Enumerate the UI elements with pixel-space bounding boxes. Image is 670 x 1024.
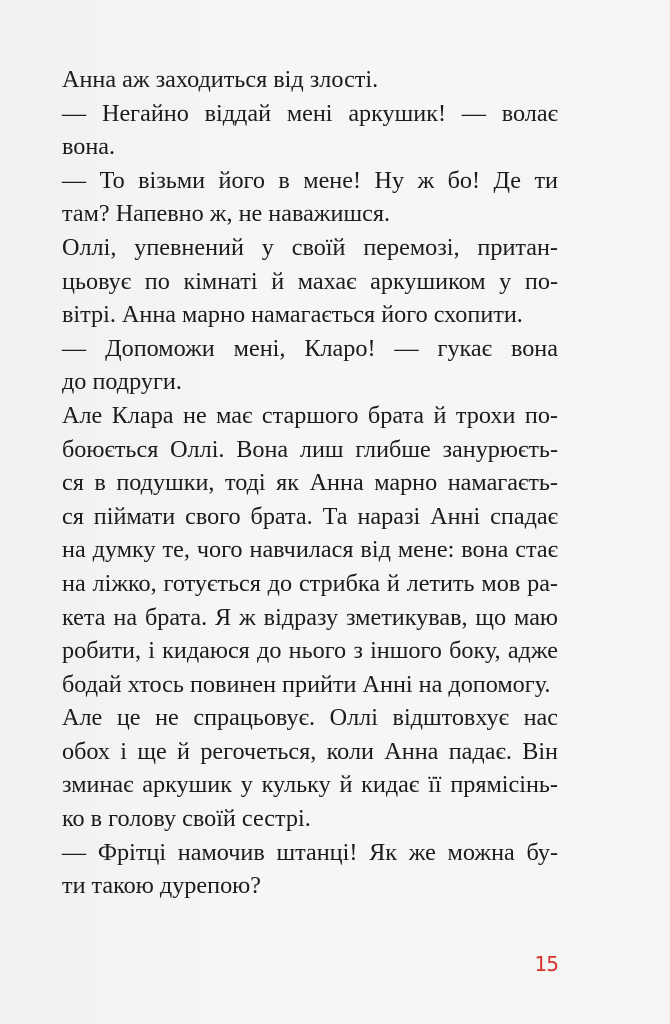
text-line: там? Напевно ж, не наважишся.	[62, 200, 390, 228]
text-line: ся в подушки, тоді як Анна марно намагаєть-	[62, 469, 558, 497]
text-line: — Негайно віддай мені аркушик! — волає	[62, 99, 558, 127]
paragraph-8	[62, 836, 558, 903]
text-line: обох і ще й регочеться, коли Анна падає. Він	[62, 737, 558, 765]
text-line: ти такою дурепою?	[62, 872, 261, 900]
paragraph-6	[62, 399, 558, 701]
paragraph-2	[62, 97, 558, 164]
body-text	[62, 63, 558, 903]
paragraph-4	[62, 231, 558, 332]
text-line: цьовує по кімнаті й махає аркушиком у по-	[62, 267, 558, 295]
text-line: ся піймати свого брата. Та наразі Анні спадає	[62, 502, 558, 530]
paragraph-7	[62, 701, 558, 835]
text-line: бодай хтось повинен прийти Анні на допомогу.	[62, 670, 551, 698]
text-line: до подруги.	[62, 368, 182, 396]
text-line: на ліжко, готується до стрибка й летить мов ра-	[62, 569, 558, 597]
text-line: вона.	[62, 133, 116, 161]
text-line: — Допоможи мені, Кларо! — гукає вона	[62, 334, 558, 362]
page-number: 15	[534, 952, 558, 976]
text-line: зминає аркушик у кульку й кидає її прямісінь-	[62, 771, 558, 799]
text-line: робити, і кидаюся до нього з іншого боку, адже	[62, 637, 558, 665]
text-line: боюється Оллі. Вона лиш глибше занурюєть-	[62, 435, 558, 463]
text-line: ко в голову своїй сестрі.	[62, 805, 311, 833]
text-line: Але Клара не має старшого брата й трохи по-	[62, 401, 558, 429]
paragraph-3	[62, 164, 558, 231]
text-line: — То візьми його в мене! Ну ж бо! Де ти	[62, 166, 558, 194]
text-line: вітрі. Анна марно намагається його схопити.	[62, 301, 523, 329]
text-line: Оллі, упевнений у своїй перемозі, притан-	[62, 233, 558, 261]
paragraph-1	[62, 63, 558, 97]
paragraph-5	[62, 332, 558, 399]
text-line: на думку те, чого навчилася від мене: вона стає	[62, 536, 558, 564]
text-line: Але це не спрацьовує. Оллі відштовхує нас	[62, 704, 558, 732]
text-line: Анна аж заходиться від злості.	[62, 66, 379, 93]
text-line: кета на брата. Я ж відразу зметикував, що маю	[62, 603, 558, 631]
text-line: — Фрітці намочив штанці! Як же можна бу-	[62, 838, 558, 866]
